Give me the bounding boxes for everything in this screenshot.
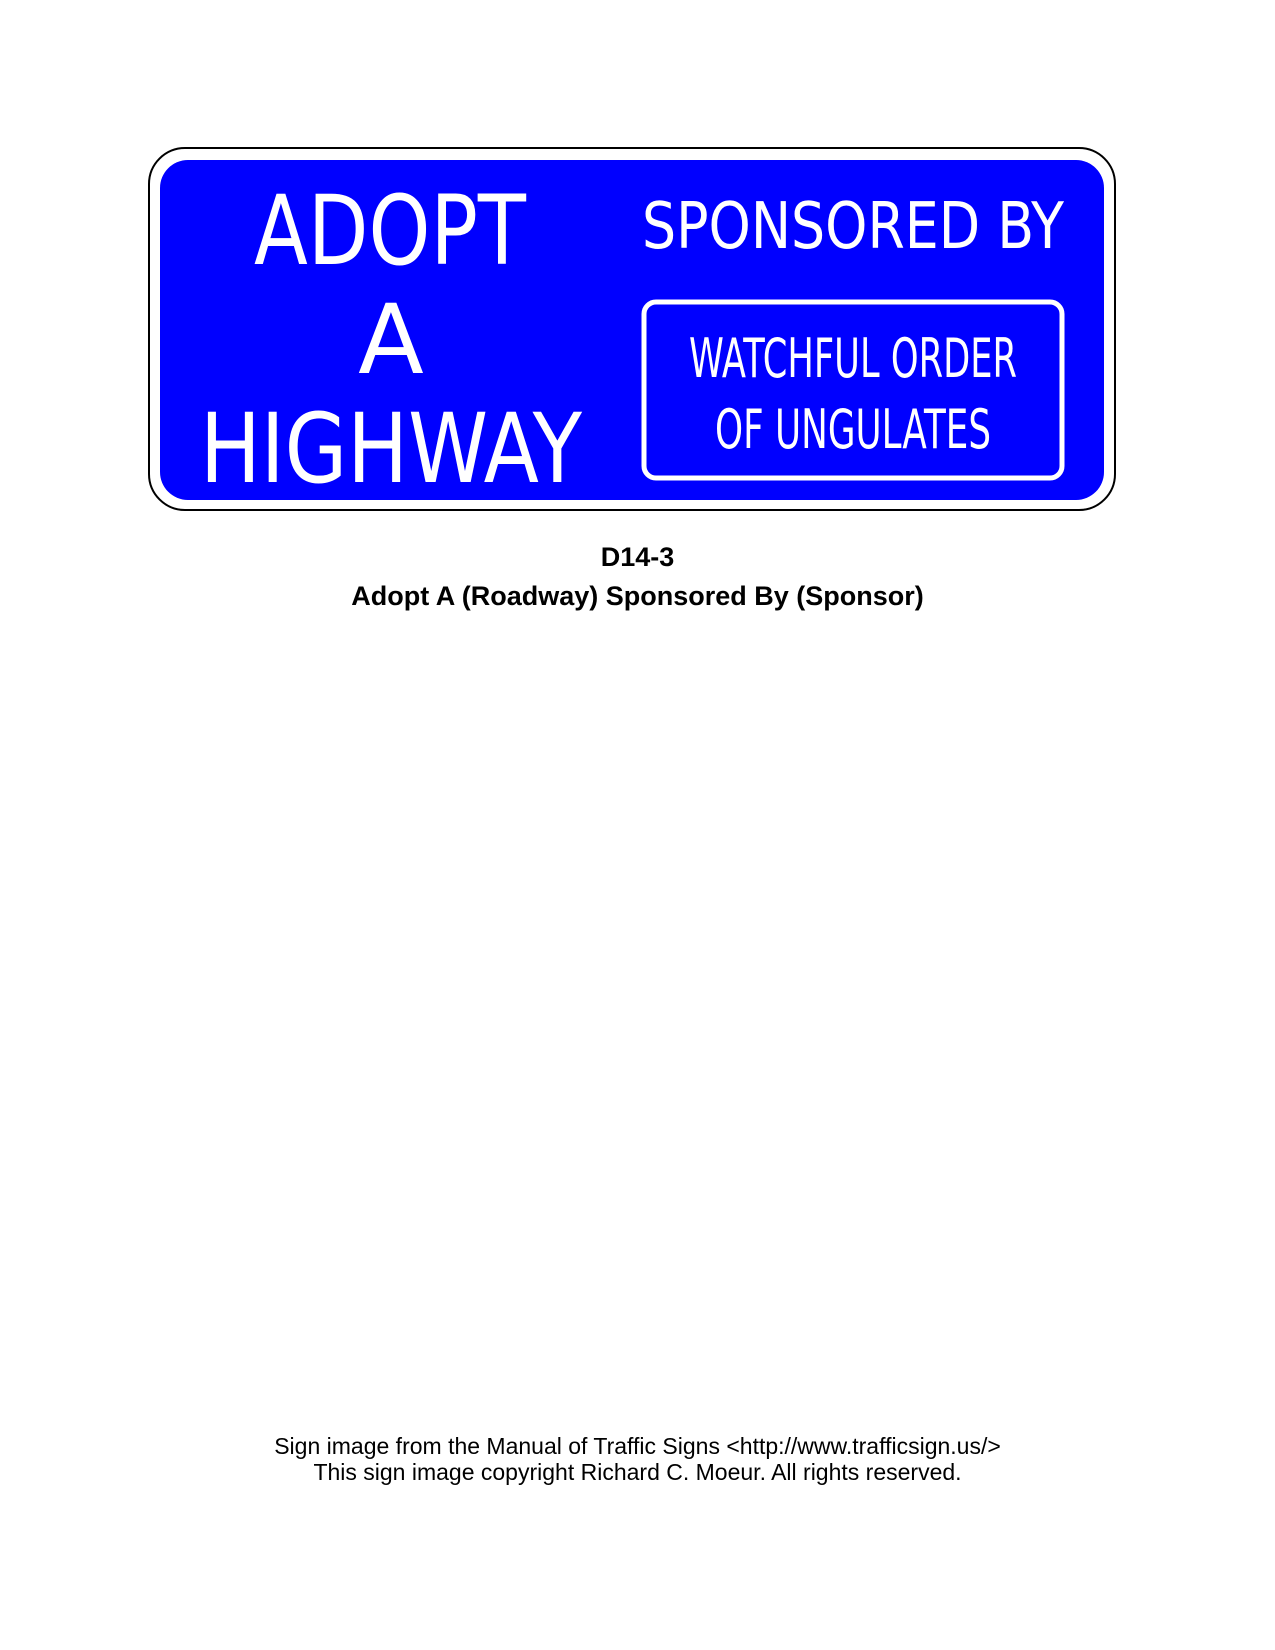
sponsor-line-1: WATCHFUL ORDER — [689, 327, 1017, 390]
sign-line-highway: HIGHWAY — [200, 393, 583, 505]
copyright-note: This sign image copyright Richard C. Moeur. All rights reserved. — [313, 1459, 962, 1485]
sign-code: D14-3 — [600, 542, 675, 572]
source-note: Sign image from the Manual of Traffic Signs <http://www.trafficsign.us/> — [274, 1433, 1001, 1459]
sign-line-a: A — [358, 284, 424, 396]
sponsor-line-2: OF UNGULATES — [715, 398, 991, 461]
sign-line-adopt: ADOPT — [254, 175, 527, 287]
sign-sponsored-by: SPONSORED BY — [642, 190, 1065, 264]
sign-image — [0, 0, 1275, 540]
sign-title: Adopt A (Roadway) Sponsored By (Sponsor) — [351, 581, 924, 611]
